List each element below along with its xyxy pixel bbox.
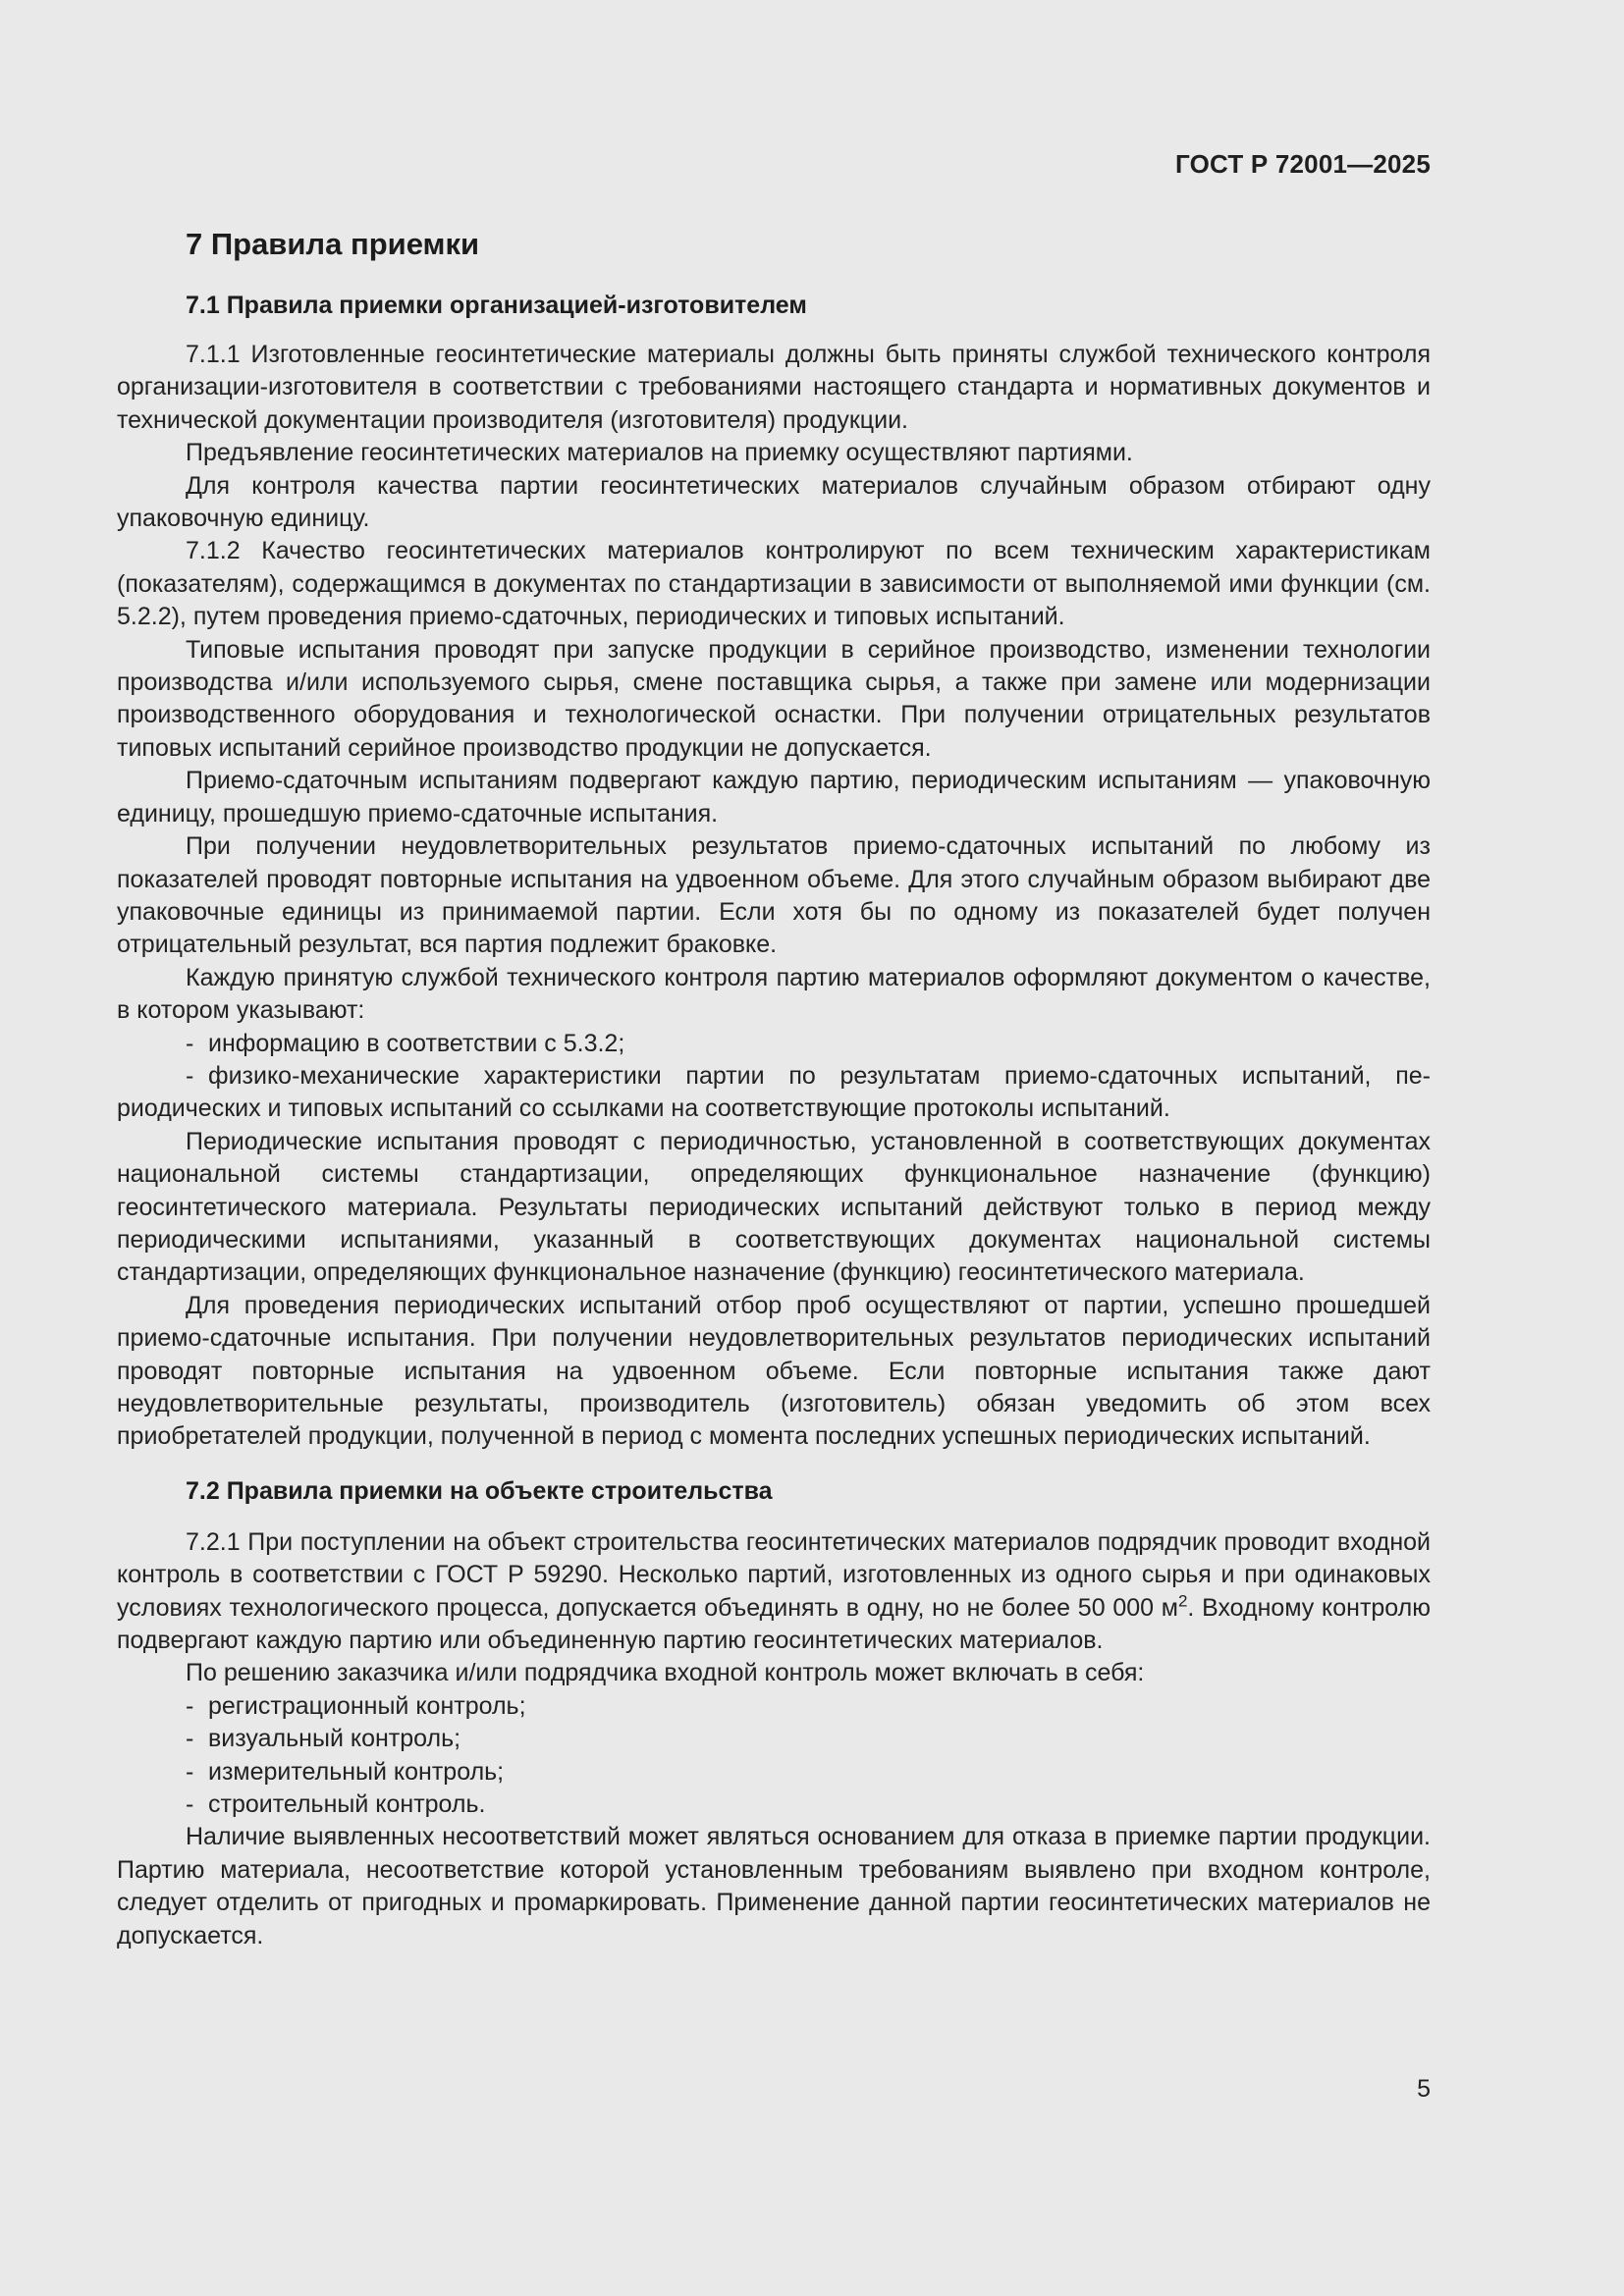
paragraph-7-1-1: 7.1.1 Изготовленные геосинтетические материалы должны быть приняты службой технического контроля организации-изготовителя в соответствии с требованиями настоящего стандарта и нормативных документов и технической документации производителя (изготовителя) продукции. [117,341,1431,434]
section-title: 7 Правила приемки [186,227,480,261]
paragraph-7-2-1 [117,1526,1431,1658]
paragraph-7-1-2: 7.1.2 Качество геосинтетических материалов контролируют по всем техническим характеристикам (показателям), содержащимся в документах по стандартизации в зависимости от выполняемой ими функции (см. 5.2.2), путем проведения приемо-сдаточных, периодических и типовых испытаний. [117,537,1431,631]
paragraph: Предъявление геосинтетических материалов на приемку осуществляют партиями. [186,439,1133,467]
list-item-text: строительный контроль. [208,1790,486,1819]
list-item [117,1690,1431,1723]
paragraph: При получении неудовлетворительных результатов приемо-сдаточных испытаний по любому из показателей проводят повторные испытания на удвоенном объеме. Для этого случайным образом выбирают две упаковочные единицы из принимаемой партии. Если хотя бы по одному из показателей будет получен отрицательный результат, вся партия подлежит браковке. [117,832,1431,959]
list-item [117,1789,1431,1821]
list-marker: - [186,1029,194,1057]
paragraph: Типовые испытания проводят при запуске продукции в серийное производство, изменении технологии производства и/или используемого сырья, смене поставщика сырья, а также при замене или модернизации производственного оборудования и технологической оснастки. При получении отрицательных результатов типовых испытаний серийное производство продукции не допускается. [117,635,1431,762]
paragraph: Каждую принятую службой технического контроля партию материалов оформляют документом о качестве, в котором указывают: [117,963,1431,1025]
list-item-text: визуальный контроль; [208,1725,461,1753]
paragraph: По решению заказчика и/или подрядчика входной контроль может включать в себя: [186,1659,1145,1687]
paragraph: Для проведения периодических испытаний отбор проб осуществляют от партии, успешно прошедшей приемо-сдаточные испытания. При получении неудовлетворительных результатов периодических испытаний проводят повторные испытания на удвоенном объеме. Если повторные испытания также дают неудовлетворительные результаты, производитель (изготовитель) обязан уведомить об этом всех приобретателей продукции, полученной в период с момента последних успешных периодических испытаний. [117,1291,1431,1451]
document-code-header: ГОСТ Р 72001—2025 [1175,149,1431,179]
paragraph: Наличие выявленных несоответствий может являться основанием для отказа в приемке партии продукции. Партию материала, несоответствие которой установленным требованиям выявлено при входном контроле, следует отделить от пригодных и промаркировать. Применение данной партии геосинтетических материалов не допускается. [117,1823,1431,1949]
list-marker: - [186,1790,194,1819]
list-marker: - [186,1061,194,1090]
paragraph: Для контроля качества партии геосинтетических материалов случайным образом отбирают одну упаковочную единицу. [117,471,1431,533]
list-marker: - [186,1757,194,1786]
list-item [117,1060,1431,1126]
paragraph-text: 7.2.1 При поступлении на объект строительства геосинтетических материалов подрядчик проводит входной контроль в соответствии с ГОСТ Р 59290. Несколько партий, изготовленных из одного сырья и при одинаковых условиях технологического процесса, допускается объединять в одну, но не более 50 000 м [117,1527,1431,1622]
superscript: 2 [1177,1591,1188,1611]
list-item-text: информацию в соответствии с 5.3.2; [208,1029,625,1057]
list-item-text: измерительный контроль; [208,1757,505,1786]
subsection-title-7-2: 7.2 Правила приемки на объекте строительства [186,1476,773,1505]
list-item [117,1028,1431,1060]
list-marker: - [186,1691,194,1720]
list-item [117,1756,1431,1789]
list-item-text: физико-механические характеристики партии по результатам приемо-сдаточных испытаний, периодических и типовых испытаний со ссылками на соответствующие протоколы испытаний. [117,1061,1431,1123]
list-marker: - [186,1725,194,1753]
list-item-text: регистрационный контроль; [208,1691,526,1720]
page-content [117,223,1431,1952]
list-item [117,1723,1431,1755]
subsection-title-7-1: 7.1 Правила приемки организацией-изготовителем [186,292,807,319]
paragraph: Приемо-сдаточным испытаниям подвергают каждую партию, периодическим испытаниям — упаковочную единицу, прошедшую приемо-сдаточные испытания. [117,767,1431,828]
paragraph: Периодические испытания проводят с периодичностью, установленной в соответствующих документах национальной системы стандартизации, определяющих функциональное назначение (функцию) геосинтетического материала. Результаты периодических испытаний действуют только в период между периодическими испытаниями, указанный в соответствующих документах национальной системы стандартизации, определяющих функциональное назначение (функцию) геосинтетического материала. [117,1127,1431,1287]
page-number: 5 [1417,2075,1431,2103]
paragraph-text: . Входному контролю подвергают каждую партию или объединенную партию геосинтетических материалов. [117,1593,1431,1655]
